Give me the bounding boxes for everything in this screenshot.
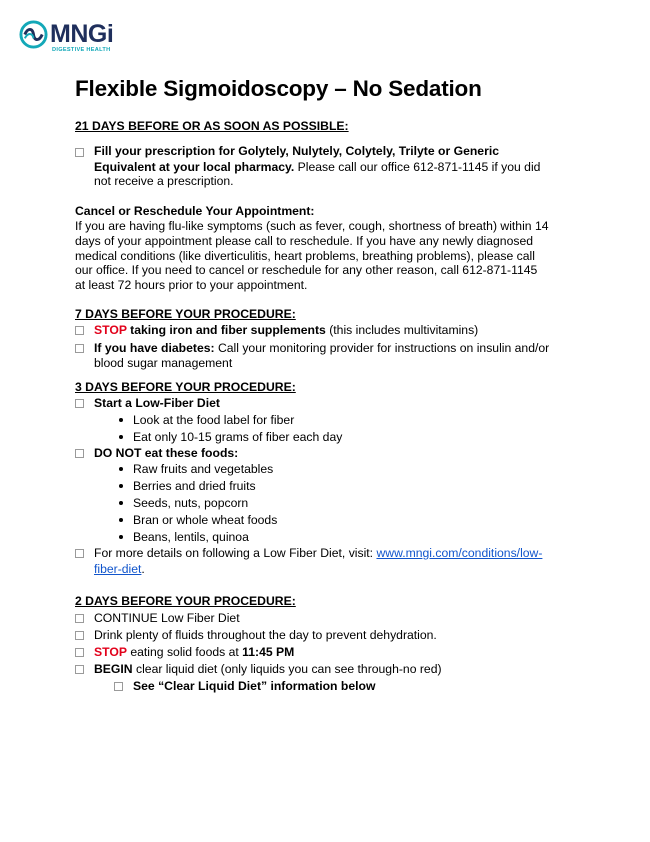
section-21-days-heading: 21 DAYS BEFORE OR AS SOON AS POSSIBLE: — [75, 119, 349, 133]
low-fiber-details-text-1: For more details on following a Low Fiber Diet, visit: www.mngi.com/conditions/low- — [94, 546, 543, 560]
checkbox-prescription[interactable] — [75, 148, 84, 157]
checkbox-fluids[interactable] — [75, 631, 84, 640]
section-3-days-heading: 3 DAYS BEFORE YOUR PROCEDURE: — [75, 380, 296, 394]
checkbox-diabetes[interactable] — [75, 344, 84, 353]
cancel-text-3: medical conditions (like diverticulitis, heart problems, breathing problems), please call — [75, 249, 535, 263]
checkbox-do-not-eat[interactable] — [75, 449, 84, 458]
checkbox-low-fiber-details[interactable] — [75, 549, 84, 558]
bullet — [119, 418, 123, 422]
checkbox-start-low-fiber[interactable] — [75, 399, 84, 408]
do-not-eat-text: DO NOT eat these foods: — [94, 446, 239, 460]
bullet — [119, 467, 123, 471]
section-7-days-heading: 7 DAYS BEFORE YOUR PROCEDURE: — [75, 307, 296, 321]
diabetes-text-1: If you have diabetes: Call your monitoring provider for instructions on insulin and/or — [94, 341, 550, 355]
checkbox-see-clear-liquid[interactable] — [114, 682, 123, 691]
fluids-text: Drink plenty of fluids throughout the day to prevent dehydration. — [94, 628, 437, 642]
checkbox-stop-solids[interactable] — [75, 648, 84, 657]
checkbox-continue-diet[interactable] — [75, 614, 84, 623]
prescription-text-2: Equivalent at your local pharmacy. Please call our office 612-871-1145 if you did — [94, 160, 541, 174]
prescription-text-3: not receive a prescription. — [94, 174, 234, 188]
section-2-days-heading: 2 DAYS BEFORE YOUR PROCEDURE: — [75, 594, 296, 608]
cancel-text-1: If you are having flu-like symptoms (such as fever, cough, shortness of breath) within 14 — [75, 219, 549, 233]
logo-brand-text: MNGi — [50, 20, 114, 48]
cancel-text-2: days of your appointment please call to reschedule. If you have any newly diagnosed — [75, 234, 533, 248]
continue-diet-text: CONTINUE Low Fiber Diet — [94, 611, 240, 625]
list-item: Bran or whole wheat foods — [133, 513, 278, 527]
start-low-fiber-text: Start a Low-Fiber Diet — [94, 396, 220, 410]
list-item: Beans, lentils, quinoa — [133, 530, 249, 544]
cancel-text-5: at least 72 hours prior to your appointment. — [75, 278, 308, 292]
low-fiber-details-text-2: fiber-diet. — [94, 562, 145, 576]
stop-supplements-text: STOP taking iron and fiber supplements (this includes multivitamins) — [94, 323, 479, 337]
see-clear-liquid-text: See “Clear Liquid Diet” information below — [133, 679, 376, 693]
low-fiber-diet-link[interactable]: www.mngi.com/conditions/low- — [376, 546, 543, 560]
list-item: Look at the food label for fiber — [133, 413, 295, 427]
low-fiber-diet-link-cont[interactable]: fiber-diet — [94, 562, 142, 576]
logo-tagline: DIGESTIVE HEALTH — [52, 47, 111, 53]
bullet — [119, 484, 123, 488]
checkbox-stop-supplements[interactable] — [75, 326, 84, 335]
mngi-logo-mark-icon — [19, 20, 48, 49]
cancel-heading: Cancel or Reschedule Your Appointment: — [75, 204, 315, 218]
checkbox-begin-clear-liquid[interactable] — [75, 665, 84, 674]
cancel-text-4: our office. If you need to cancel or reschedule for any other reason, call 612-871-1145 — [75, 263, 538, 277]
bullet — [119, 435, 123, 439]
list-item: Seeds, nuts, popcorn — [133, 496, 249, 510]
bullet — [119, 501, 123, 505]
bullet — [119, 518, 123, 522]
prescription-text-1: Fill your prescription for Golytely, Nulytely, Colytely, Trilyte or Generic — [94, 144, 499, 158]
list-item: Eat only 10-15 grams of fiber each day — [133, 430, 343, 444]
stop-solids-text: STOP eating solid foods at 11:45 PM — [94, 645, 295, 659]
page-title: Flexible Sigmoidoscopy – No Sedation — [75, 76, 482, 101]
begin-clear-liquid-text: BEGIN clear liquid diet (only liquids you can see through-no red) — [94, 662, 442, 676]
list-item: Berries and dried fruits — [133, 479, 256, 493]
bullet — [119, 535, 123, 539]
list-item: Raw fruits and vegetables — [133, 462, 274, 476]
diabetes-text-2: blood sugar management — [94, 356, 233, 370]
